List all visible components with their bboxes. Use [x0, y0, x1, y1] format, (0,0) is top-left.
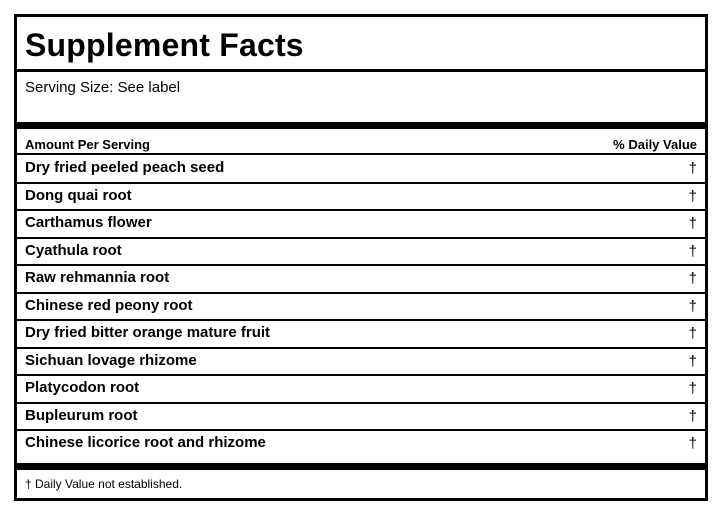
daily-value-mark: †	[688, 242, 697, 260]
panel-title: Supplement Facts	[25, 27, 304, 63]
serving-size: Serving Size: See label	[25, 79, 181, 96]
daily-value-mark: †	[688, 407, 697, 425]
ingredient-name: Dong quai root	[25, 186, 132, 204]
ingredient-name: Chinese red peony root	[25, 296, 193, 314]
title-divider	[17, 69, 705, 72]
daily-value-mark: †	[688, 325, 697, 342]
footnote: † Daily Value not established.	[25, 477, 183, 491]
daily-value-mark: †	[688, 380, 697, 397]
ingredient-name: Sichuan lovage rhizome	[25, 351, 197, 369]
ingredient-name: Platycodon root	[25, 379, 140, 396]
ingredient-name: Carthamus flower	[25, 214, 152, 231]
ingredient-row	[17, 265, 705, 291]
ingredient-row	[17, 183, 705, 209]
ingredient-row	[17, 293, 705, 319]
ingredient-name: Cyathula root	[25, 241, 122, 259]
daily-value-label: % Daily Value	[613, 137, 697, 152]
ingredient-row	[17, 238, 705, 264]
ingredient-name: Chinese licorice root and rhizome	[25, 434, 266, 451]
ingredient-name: Bupleurum root	[25, 406, 138, 424]
ingredient-row	[17, 403, 705, 429]
daily-value-mark: †	[688, 435, 697, 452]
ingredient-row	[17, 320, 705, 346]
ingredient-name: Dry fried peeled peach seed	[25, 159, 225, 176]
daily-value-mark: †	[688, 297, 697, 315]
ingredient-row	[17, 155, 705, 181]
amount-per-serving-label: Amount Per Serving	[25, 137, 150, 152]
daily-value-mark: †	[688, 160, 697, 177]
daily-value-mark: †	[688, 215, 697, 232]
daily-value-mark: †	[688, 352, 697, 370]
thick-divider-top	[17, 122, 705, 129]
ingredient-row	[17, 430, 705, 456]
ingredient-row	[17, 375, 705, 401]
daily-value-mark: †	[688, 270, 697, 287]
ingredient-name: Raw rehmannia root	[25, 269, 170, 286]
column-header	[25, 136, 697, 154]
ingredient-row	[17, 348, 705, 374]
thick-divider-bottom	[17, 463, 705, 470]
daily-value-mark: †	[688, 187, 697, 205]
ingredient-row	[17, 210, 705, 236]
ingredient-name: Dry fried bitter orange mature fruit	[25, 324, 271, 341]
supplement-facts-panel	[14, 14, 708, 501]
